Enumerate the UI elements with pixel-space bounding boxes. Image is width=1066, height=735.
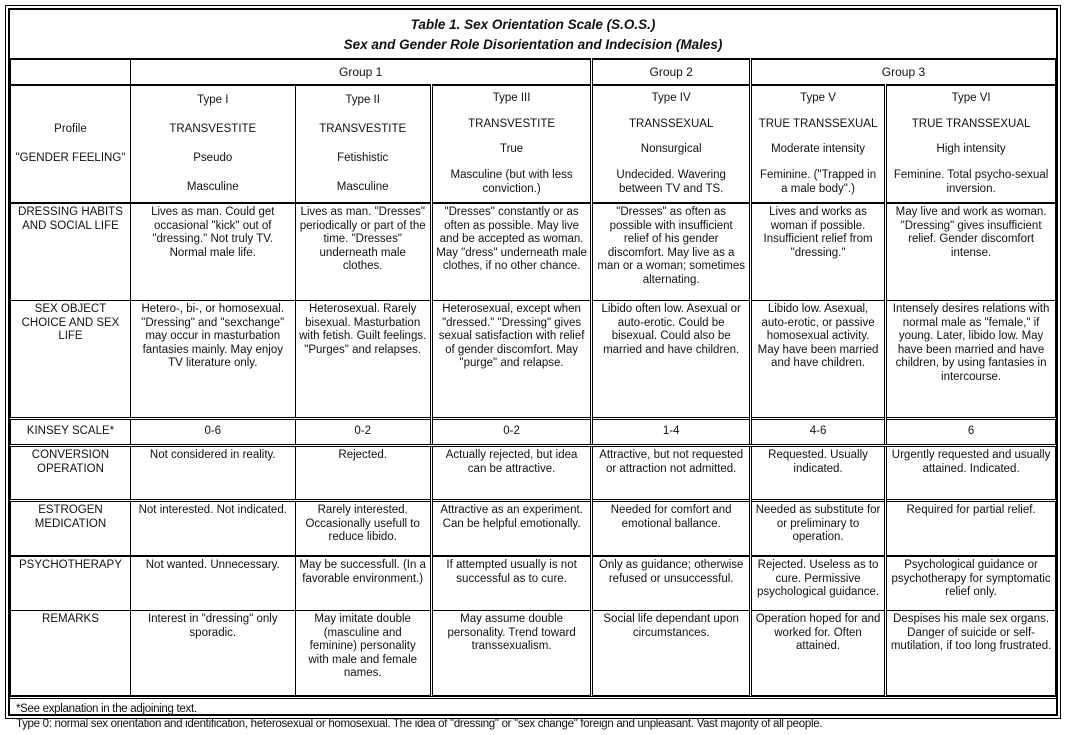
footnote-line-2: Type 0: normal sex orientation and identification, heterosexual or homosexual. The idea of "dressing" or "sex change" foreign and unpleasant. Vast majority of all people. [16,718,823,731]
cell: Only as guidance; otherwise refused or unsuccessful. [592,556,751,611]
cell: 4-6 [750,419,885,446]
cell: Libido often low. Asexual or auto-erotic. Could be bisexual. Could also be married and have children. [592,301,751,419]
type-4-header [592,85,751,203]
type-name: TRANSVESTITE [169,122,257,135]
cell: 1-4 [592,419,751,446]
table-subtitle: Sex and Gender Role Disorientation and Indecision (Males) [343,36,723,52]
footnote-block [10,696,1056,735]
type-feeling: Masculine [336,180,389,193]
table-outer-frame [5,5,1061,731]
type-subtype: Fetishistic [337,151,389,164]
cell: Required for partial relief. [886,501,1056,557]
profile-label: Profile [54,122,87,135]
group-1-header: Group 1 [130,59,591,85]
type-3-header [431,85,592,203]
type-1-header [130,85,295,203]
cell: Requested. Usually indicated. [750,446,885,501]
title-cell [11,10,1056,59]
row-label: DRESSING HABITS AND SOCIAL LIFE [11,203,131,301]
cell: May live and work as woman. "Dressing" gives insufficient relief. Gender discomfort intense. [886,203,1056,301]
type-number: Type VI [951,92,991,105]
gender-feeling-label: "GENDER FEELING" [15,152,126,165]
cell: Rarely interested. Occasionally usefull to reduce libido. [295,501,431,557]
sex-orientation-scale-table [10,10,1056,696]
table-row-sex-object-choice [11,301,1056,419]
table-row-dressing-habits [11,203,1056,301]
cell: Social life dependant upon circumstances. [592,611,751,696]
type-feeling: Masculine [186,180,239,193]
cell: "Dresses" as often as possible with insufficient relief of his gender discomfort. May live as a man or a woman; sometimes alternating. [592,203,751,301]
type-5-header [750,85,885,203]
table-row-psychotherapy [11,556,1056,611]
row-label: CONVERSION OPERATION [11,446,131,501]
type-header-row [11,85,1056,203]
group-2-header: Group 2 [592,59,751,85]
type-name: TRANSSEXUAL [628,117,714,130]
cell: May imitate double (masculine and feminine) personality with male and female names. [295,611,431,696]
type-name: TRUE TRANSSEXUAL [911,117,1031,130]
cell: Urgently requested and usually attained. Indicated. [886,446,1056,501]
cell: Attractive as an experiment. Can be helpful emotionally. [431,501,592,557]
group-header-row [11,59,1056,85]
row-label: ESTROGEN MEDICATION [11,501,131,557]
type-feeling: Masculine (but with less conviction.) [450,168,573,195]
type-name: TRANSVESTITE [319,122,407,135]
type-number: Type II [345,93,380,106]
cell: "Dresses" constantly or as often as possible. May live and be accepted as woman. May "dress" underneath male clothes, if no other chance. [431,203,592,301]
type-subtype: Moderate intensity [771,143,866,156]
cell: Intensely desires relations with normal male as "female," if young. Later, libido low. May have been married and have children, by using fantasies in intercourse. [886,301,1056,419]
cell: May be successfull. (In a favorable environment.) [295,556,431,611]
group-3-header: Group 3 [750,59,1055,85]
type-6-header [886,85,1056,203]
type-name: TRUE TRANSSEXUAL [758,117,878,130]
cell: Rejected. Useless as to cure. Permissive psychological guidance. [750,556,885,611]
cell: 0-2 [431,419,592,446]
table-row-remarks [11,611,1056,696]
table-title: Table 1. Sex Orientation Scale (S.O.S.) [410,17,656,32]
cell: Hetero-, bi-, or homosexual. "Dressing" and "sexchange" may occur in masturbation fantasies mainly. May enjoy TV literature only. [130,301,295,419]
cell: Psychological guidance or psychotherapy for symptomatic relief only. [886,556,1056,611]
cell: Attractive, but not requested or attraction not admitted. [592,446,751,501]
cell: Heterosexual, except when "dressed." "Dressing" gives sexual satisfaction with relief of gender discomfort. May "purge" and relapse. [431,301,592,419]
profile-header-cell [11,85,131,203]
type-number: Type V [800,92,836,105]
cell: Libido low. Asexual, auto-erotic, or passive homosexual activity. May have been married and have children. [750,301,885,419]
table-row-conversion-operation [11,446,1056,501]
cell: Not wanted. Unnecessary. [130,556,295,611]
cell: Lives and works as woman if possible. Insufficient relief from "dressing." [750,203,885,301]
type-number: Type I [197,93,229,106]
cell: Needed for comfort and emotional ballance. [592,501,751,557]
footnote-line-1: *See explanation in the adjoining text. [16,703,197,716]
cell: Interest in "dressing" only sporadic. [130,611,295,696]
cell: Actually rejected, but idea can be attractive. [431,446,592,501]
row-label: SEX OBJECT CHOICE AND SEX LIFE [11,301,131,419]
cell: Not considered in reality. [130,446,295,501]
cell: 0-6 [130,419,295,446]
row-label: KINSEY SCALE* [11,419,131,446]
type-subtype: Pseudo [193,151,233,164]
type-feeling: Feminine. ("Trapped in a male body".) [759,168,877,195]
type-subtype: Nonsurgical [640,143,702,156]
table-inner-frame [8,8,1058,731]
cell: If attempted usually is not successful as to cure. [431,556,592,611]
cell: May assume double personality. Trend toward transsexualism. [431,611,592,696]
type-feeling: Undecided. Wavering between TV and TS. [616,168,726,195]
cell: 6 [886,419,1056,446]
title-row [11,10,1056,59]
cell: Rejected. [295,446,431,501]
cell: Lives as man. "Dresses" periodically or part of the time. "Dresses" underneath male clothes. [295,203,431,301]
type-name: TRANSVESTITE [468,117,556,130]
cell: Despises his male sex organs. Danger of suicide or self-mutilation, if too long frustrated. [886,611,1056,696]
cell: Operation hoped for and worked for. Often attained. [750,611,885,696]
cell: Lives as man. Could get occasional "kick" out of "dressing." Not truly TV. Normal male life. [130,203,295,301]
corner-blank-cell [11,59,131,85]
row-label: PSYCHOTHERAPY [11,556,131,611]
type-number: Type IV [651,92,691,105]
type-2-header [295,85,431,203]
table-row-kinsey-scale [11,419,1056,446]
cell: Not interested. Not indicated. [130,501,295,557]
type-subtype: High intensity [936,143,1006,156]
table-row-estrogen-medication [11,501,1056,557]
cell: 0-2 [295,419,431,446]
type-feeling: Feminine. Total psycho-sexual inversion. [893,168,1049,195]
type-number: Type III [492,92,531,105]
row-label: REMARKS [11,611,131,696]
cell: Heterosexual. Rarely bisexual. Masturbation with fetish. Guilt feelings. "Purges" and relapses. [295,301,431,419]
cell: Needed as substitute for or preliminary to operation. [750,501,885,557]
type-subtype: True [499,143,524,156]
